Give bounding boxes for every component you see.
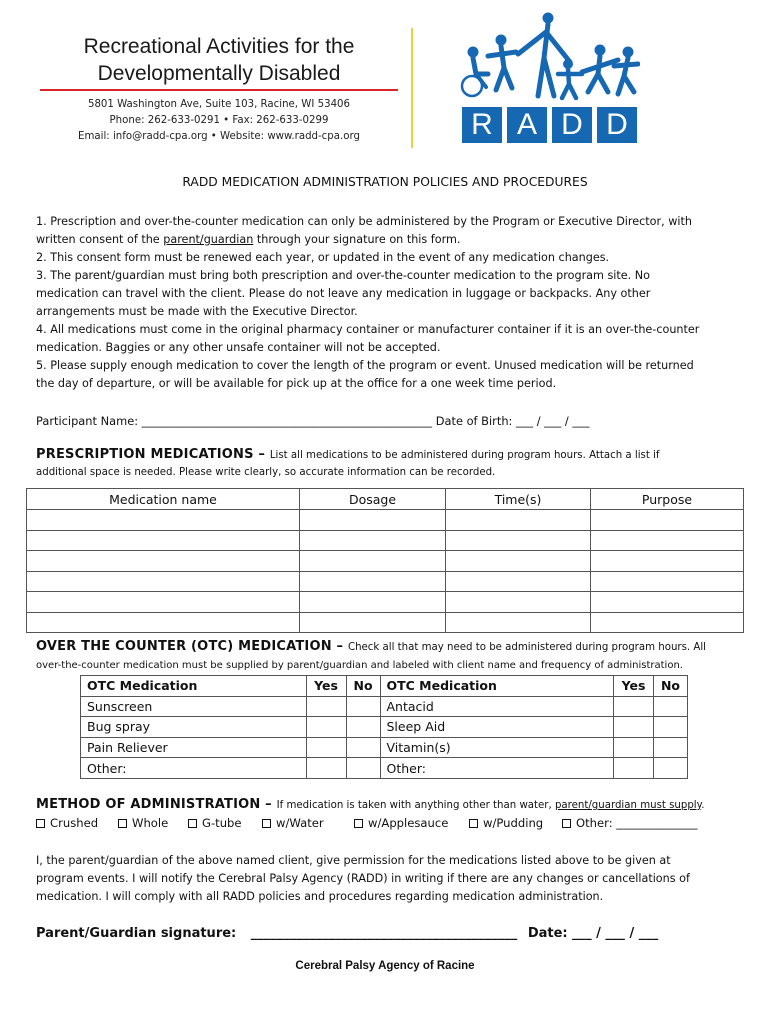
- yes-checkbox-cell[interactable]: [306, 717, 346, 738]
- table-header-row: [27, 489, 744, 510]
- consent-line: program events. I will notify the Cerebral Palsy Agency (RADD) in writing if there are any changes or cancellations of: [36, 872, 690, 885]
- prescription-note: List all medications to be administered during program hours. Attach a list if: [269, 450, 660, 461]
- column-header: Dosage: [300, 489, 446, 510]
- address: 5801 Washington Ave, Suite 103, Racine, WI 53406: [87, 99, 351, 110]
- policy-line: arrangements must be made with the Executive Director.: [36, 305, 358, 318]
- yes-checkbox-cell[interactable]: [614, 696, 654, 717]
- table-cell[interactable]: [446, 571, 591, 592]
- method-section-header: [36, 796, 736, 815]
- signature-row: [36, 926, 658, 941]
- policy-line: 3. The parent/guardian must bring both prescription and over-the-counter medication to the program site. No: [36, 269, 651, 282]
- otc-item: Bug spray: [81, 717, 307, 738]
- policy-line: the day of departure, or will be available for pick up at the office for a one week time period.: [36, 377, 557, 390]
- logo-letter: D: [552, 107, 592, 143]
- option-label: w/Water: [276, 816, 324, 830]
- table-cell[interactable]: [300, 612, 446, 633]
- option-label: w/Pudding: [483, 816, 544, 830]
- policy-line: [36, 231, 736, 249]
- table-cell[interactable]: [591, 571, 744, 592]
- table-cell[interactable]: [27, 530, 300, 551]
- column-header: Yes: [614, 676, 654, 697]
- otc-item-other[interactable]: Other:: [81, 758, 307, 779]
- column-header: No: [654, 676, 688, 697]
- otc-item: Sunscreen: [81, 696, 307, 717]
- otc-section-header: [36, 638, 736, 675]
- consent-line: I, the parent/guardian of the above named client, give permission for the medications listed above to be given at: [36, 854, 671, 867]
- column-header: Time(s): [446, 489, 591, 510]
- otc-table: [80, 675, 688, 779]
- checkbox-icon[interactable]: [188, 819, 197, 828]
- table-row: [27, 530, 744, 551]
- column-header: Medication name: [27, 489, 300, 510]
- policies: [36, 213, 736, 393]
- method-option-pudding[interactable]: [469, 816, 543, 830]
- no-checkbox-cell[interactable]: [654, 758, 688, 779]
- table-cell[interactable]: [446, 551, 591, 572]
- column-header: Purpose: [591, 489, 744, 510]
- table-cell[interactable]: [446, 510, 591, 531]
- table-row: [27, 571, 744, 592]
- option-label: Crushed: [50, 816, 99, 830]
- table-cell[interactable]: [300, 551, 446, 572]
- yes-checkbox-cell[interactable]: [306, 737, 346, 758]
- table-row: [27, 592, 744, 613]
- prescription-title: PRESCRIPTION MEDICATIONS –: [36, 447, 270, 462]
- otc-item: Vitamin(s): [380, 737, 614, 758]
- option-label: w/Applesauce: [368, 816, 449, 830]
- policy-text: written consent of the: [36, 233, 164, 246]
- policy-line: 4. All medications must come in the original pharmacy container or manufacturer container if it is an over-the-counter: [36, 323, 700, 336]
- table-cell[interactable]: [300, 510, 446, 531]
- policy-text: through your signature on this form.: [253, 233, 461, 246]
- table-cell[interactable]: [27, 612, 300, 633]
- table-row: [81, 696, 688, 717]
- table-cell[interactable]: [27, 571, 300, 592]
- checkbox-icon[interactable]: [562, 819, 571, 828]
- table-cell[interactable]: [591, 612, 744, 633]
- consent-line: medication. I will comply with all RADD policies and procedures regarding medication administration.: [36, 890, 604, 903]
- org-title-line1: Recreational Activities for the: [83, 35, 355, 58]
- otc-item: Antacid: [380, 696, 614, 717]
- email-website: Email: info@radd-cpa.org • Website: www.radd-cpa.org: [78, 131, 360, 142]
- no-checkbox-cell[interactable]: [346, 696, 380, 717]
- table-header-row: [81, 676, 688, 697]
- consent-statement: [36, 852, 736, 906]
- yes-checkbox-cell[interactable]: [306, 758, 346, 779]
- table-cell[interactable]: [446, 592, 591, 613]
- no-checkbox-cell[interactable]: [346, 737, 380, 758]
- policy-line: 5. Please supply enough medication to cover the length of the program or event. Unused medication will be returned: [36, 359, 694, 372]
- phone-fax: Phone: 262-633-0291 • Fax: 262-633-0299: [109, 115, 329, 126]
- policy-line: 2. This consent form must be renewed each year, or updated in the event of any medication changes.: [36, 251, 610, 264]
- table-row: [81, 717, 688, 738]
- header-divider-yellow: [411, 28, 413, 148]
- otc-item: Pain Reliever: [81, 737, 307, 758]
- checkbox-icon[interactable]: [36, 819, 45, 828]
- method-option-water[interactable]: [262, 816, 324, 830]
- signature-date-field[interactable]: Date: ___ / ___ / ___: [527, 926, 659, 941]
- signature-field[interactable]: _________________________________________: [250, 926, 518, 941]
- otc-note: over-the-counter medication must be supplied by parent/guardian and labeled with client name and frequency of administration.: [36, 660, 683, 671]
- table-cell[interactable]: [446, 612, 591, 633]
- checkbox-icon[interactable]: [354, 819, 363, 828]
- no-checkbox-cell[interactable]: [654, 737, 688, 758]
- org-title-line2: Developmentally Disabled: [97, 62, 341, 85]
- table-cell[interactable]: [591, 510, 744, 531]
- table-row: [27, 510, 744, 531]
- logo-letter: D: [597, 107, 637, 143]
- table-cell[interactable]: [27, 551, 300, 572]
- table-cell[interactable]: [591, 530, 744, 551]
- prescription-note: additional space is needed. Please write clearly, so accurate information can be recorded.: [36, 467, 496, 478]
- prescription-section-header: [36, 446, 736, 481]
- logo-letter: A: [507, 107, 547, 143]
- method-note: If medication is taken with anything other than water,: [276, 800, 555, 811]
- method-option-applesauce[interactable]: [354, 816, 448, 830]
- table-cell[interactable]: [300, 530, 446, 551]
- checkbox-icon[interactable]: [469, 819, 478, 828]
- footer-agency-name: Cerebral Palsy Agency of Racine: [295, 960, 475, 972]
- table-cell[interactable]: [591, 592, 744, 613]
- yes-checkbox-cell[interactable]: [306, 696, 346, 717]
- option-label: G-tube: [202, 816, 242, 830]
- policy-line: 1. Prescription and over-the-counter medication can only be administered by the Program or Executive Director, with: [36, 215, 692, 228]
- signature-label: Parent/Guardian signature:: [36, 926, 237, 941]
- people-figures-icon: [458, 12, 640, 104]
- table-cell[interactable]: [27, 592, 300, 613]
- table-row: [81, 758, 688, 779]
- option-label: Whole: [132, 816, 169, 830]
- otc-note: Check all that may need to be administered during program hours. All: [347, 642, 707, 653]
- column-header: Yes: [306, 676, 346, 697]
- method-option-g-tube[interactable]: [188, 816, 242, 830]
- no-checkbox-cell[interactable]: [346, 758, 380, 779]
- method-option-whole[interactable]: [118, 816, 168, 830]
- logo-letters: [462, 107, 637, 143]
- radd-logo: [458, 12, 640, 142]
- method-note: .: [701, 800, 705, 811]
- method-option-other[interactable]: [562, 816, 697, 830]
- method-note-underlined: parent/guardian must supply: [554, 800, 702, 811]
- logo-letter: R: [462, 107, 502, 143]
- table-row: [27, 551, 744, 572]
- no-checkbox-cell[interactable]: [346, 717, 380, 738]
- no-checkbox-cell[interactable]: [654, 696, 688, 717]
- method-option-crushed[interactable]: [36, 816, 98, 830]
- table-row: [27, 612, 744, 633]
- org-title: [40, 33, 398, 87]
- table-cell[interactable]: [300, 592, 446, 613]
- policy-underlined: parent/guardian: [163, 233, 254, 246]
- table-cell[interactable]: [27, 510, 300, 531]
- prescription-table: [26, 488, 744, 633]
- column-header: OTC Medication: [81, 676, 307, 697]
- policy-line: medication can travel with the client. Please do not leave any medication in luggage or backpacks. Any other: [36, 287, 651, 300]
- column-header: OTC Medication: [380, 676, 614, 697]
- column-header: No: [346, 676, 380, 697]
- yes-checkbox-cell[interactable]: [614, 737, 654, 758]
- participant-name-field[interactable]: Participant Name: ___________________________________________________ Date of Birth: ___ / ___ / ___: [36, 414, 590, 428]
- yes-checkbox-cell[interactable]: [614, 758, 654, 779]
- document-heading: RADD MEDICATION ADMINISTRATION POLICIES AND PROCEDURES: [182, 175, 588, 189]
- checkbox-icon[interactable]: [118, 819, 127, 828]
- table-row: [81, 737, 688, 758]
- checkbox-icon[interactable]: [262, 819, 271, 828]
- table-cell[interactable]: [300, 571, 446, 592]
- otc-item: Sleep Aid: [380, 717, 614, 738]
- table-cell[interactable]: [446, 530, 591, 551]
- otc-item-other[interactable]: Other:: [380, 758, 614, 779]
- policy-line: medication. Baggies or any other unsafe container will not be accepted.: [36, 341, 441, 354]
- otc-title: OVER THE COUNTER (OTC) MEDICATION –: [36, 639, 348, 654]
- method-title: METHOD OF ADMINISTRATION –: [36, 797, 277, 812]
- no-checkbox-cell[interactable]: [654, 717, 688, 738]
- table-cell[interactable]: [591, 551, 744, 572]
- header-divider-red: [40, 89, 398, 91]
- yes-checkbox-cell[interactable]: [614, 717, 654, 738]
- option-label: Other: ______________: [576, 816, 698, 830]
